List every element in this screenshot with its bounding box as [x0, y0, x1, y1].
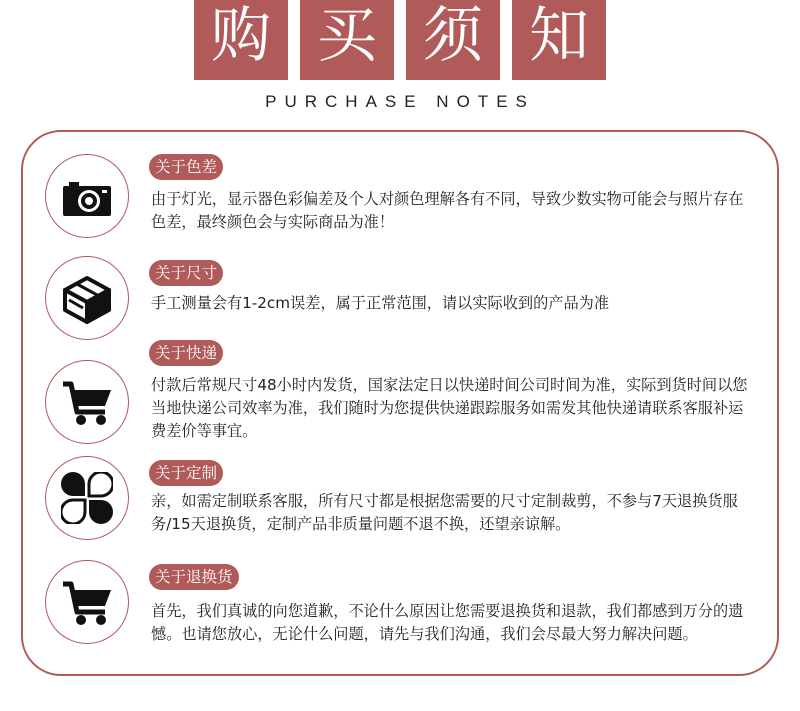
- title-char-1: 购: [194, 0, 288, 80]
- cart-icon-circle: [45, 360, 129, 444]
- title-char-3: 须: [406, 0, 500, 80]
- cart-icon-circle: [45, 560, 129, 644]
- section-label: 关于快递: [149, 340, 223, 366]
- title-char-2: 买: [300, 0, 394, 80]
- notes-card: [21, 130, 779, 676]
- page-title: [194, 0, 606, 80]
- clover-icon-circle: [45, 456, 129, 540]
- cart-icon: [59, 574, 115, 630]
- box-icon: [57, 268, 117, 328]
- section-label: 关于定制: [149, 460, 223, 486]
- section-text: 亲，如需定制联系客服，所有尺寸都是根据您需要的尺寸定制裁剪，不参与7天退换货服务/15天退换货，定制产品非质量问题不退不换，还望亲谅解。: [151, 492, 738, 533]
- section-text: 首先，我们真诚的向您道歉，不论什么原因让您需要退换货和退款，我们都感到万分的遗憾。也请您放心，无论什么问题，请先与我们沟通，我们会尽最大努力解决问题。: [151, 602, 744, 643]
- page-subtitle: PURCHASE NOTES: [265, 92, 535, 111]
- section-text: 手工测量会有1-2cm误差，属于正常范围，请以实际收到的产品为准: [151, 294, 610, 312]
- section-text: 付款后常规尺寸48小时内发货，国家法定日以快递时间公司时间为准，实际到货时间以您当地快递公司效率为准，我们随时为您提供快递跟踪服务如需发其他快递请联系客服补运费差价等事宜。: [151, 376, 748, 440]
- title-char-4: 知: [512, 0, 606, 80]
- box-icon-circle: [45, 256, 129, 340]
- camera-icon-circle: [45, 154, 129, 238]
- cart-icon: [59, 374, 115, 430]
- section-label: 关于色差: [149, 154, 223, 180]
- section-text: 由于灯光，显示器色彩偏差及个人对颜色理解各有不同，导致少数实物可能会与照片存在色差，最终颜色会与实际商品为准！: [151, 190, 744, 231]
- camera-icon: [59, 168, 115, 224]
- clover-icon: [61, 472, 113, 524]
- section-label: 关于尺寸: [149, 260, 223, 286]
- section-label: 关于退换货: [149, 564, 239, 590]
